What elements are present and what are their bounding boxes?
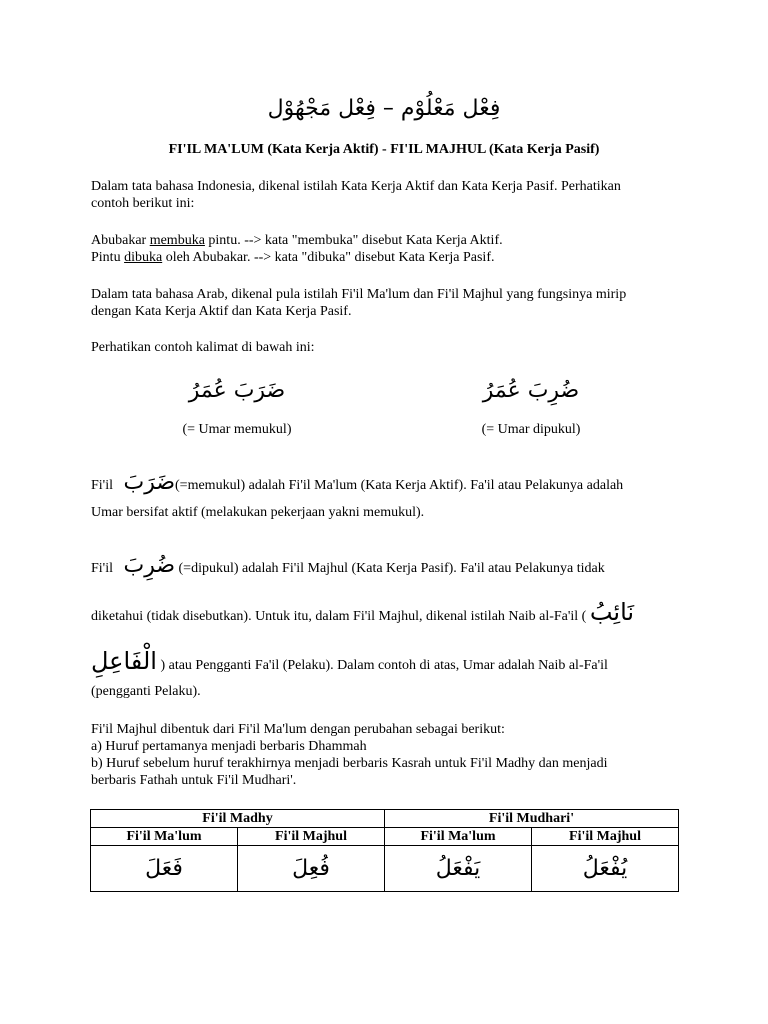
passive-example-translation: (= Umar dipukul): [481, 422, 581, 437]
cell-madhy-malum: فَعَلَ: [91, 846, 238, 892]
rules-intro: Fi'il Majhul dibentuk dari Fi'il Ma'lum dengan perubahan sebagai berikut:: [91, 722, 505, 737]
active-example-arabic: ضَرَبَ عُمَرُ: [188, 378, 286, 403]
active-explanation-line-1: Fi'il ضَرَبَ(=memukul) adalah Fi'il Ma'lum (Kata Kerja Aktif). Fa'il atau Pelakunya adalah: [91, 470, 624, 495]
group-header-madhy: Fi'il Madhy: [91, 810, 385, 828]
rules-paragraph: [91, 721, 691, 789]
intro-line-2: contoh berikut ini:: [91, 196, 195, 211]
example-sentence-1: Abubakar membuka pintu. --> kata "membuka" disebut Kata Kerja Aktif.: [91, 233, 503, 248]
example-sentence-2: Pintu dibuka oleh Abubakar. --> kata "dibuka" disebut Kata Kerja Pasif.: [91, 250, 495, 265]
arabic-intro-line-1: Dalam tata bahasa Arab, dikenal pula istilah Fi'il Ma'lum dan Fi'il Majhul yang fungsinya mirip: [91, 287, 627, 302]
arabic-word-duriba: ضُرِبَ: [123, 553, 176, 578]
passive-explanation-line-4: (pengganti Pelaku).: [91, 684, 201, 699]
arabic-intro-paragraph: [91, 286, 691, 320]
column-header-mudhari-majhul: Fi'il Majhul: [532, 828, 679, 846]
group-header-mudhari: Fi'il Mudhari': [385, 810, 679, 828]
arabic-word-al-fail: الْفَاعِلِ: [91, 647, 157, 675]
rule-b-line-2: berbaris Fathah untuk Fi'il Mudhari'.: [91, 773, 297, 788]
cell-mudhari-majhul: يُفْعَلُ: [532, 846, 679, 892]
rule-a: a) Huruf pertamanya menjadi berbaris Dhammah: [91, 739, 367, 754]
active-example-translation: (= Umar memukul): [182, 422, 292, 437]
passive-example-arabic: ضُرِبَ عُمَرُ: [482, 378, 580, 403]
passive-explanation-line-3: الْفَاعِلِ ) atau Pengganti Fa'il (Pelaku). Dalam contoh di atas, Umar adalah Naib al-Fa'il: [91, 647, 608, 675]
underlined-word-membuka: membuka: [149, 233, 205, 248]
cell-madhy-majhul: فُعِلَ: [238, 846, 385, 892]
indonesian-example: [91, 232, 691, 266]
rule-b-line-1: b) Huruf sebelum huruf terakhirnya menjadi berbaris Kasrah untuk Fi'il Madhy dan menjadi: [91, 756, 608, 771]
underlined-word-dibuka: dibuka: [124, 250, 163, 265]
passive-explanation-line-2: diketahui (tidak disebutkan). Untuk itu, dalam Fi'il Majhul, dikenal istilah Naib al-Fa'il ( نَائِبُ: [91, 598, 635, 626]
column-header-mudhari-malum: Fi'il Ma'lum: [385, 828, 532, 846]
arabic-word-daraba: ضَرَبَ: [123, 470, 176, 495]
table-group-header-row: [91, 810, 679, 828]
title-arabic: فِعْل مَعْلُوْم – فِعْل مَجْهُوْل: [267, 96, 501, 121]
passive-explanation-line-1: Fi'il ضُرِبَ (=dipukul) adalah Fi'il Majhul (Kata Kerja Pasif). Fa'il atau Pelakunya tidak: [91, 553, 605, 578]
arabic-intro-line-2: dengan Kata Kerja Aktif dan Kata Kerja Pasif.: [91, 304, 352, 319]
look-example-text: Perhatikan contoh kalimat di bawah ini:: [91, 340, 315, 355]
active-explanation-line-2: Umar bersifat aktif (melakukan pekerjaan yakni memukul).: [91, 505, 425, 520]
column-header-madhy-majhul: Fi'il Majhul: [238, 828, 385, 846]
column-header-madhy-malum: Fi'il Ma'lum: [91, 828, 238, 846]
table-column-header-row: [91, 828, 679, 846]
intro-line-1: Dalam tata bahasa Indonesia, dikenal istilah Kata Kerja Aktif dan Kata Kerja Pasif. Perhatikan: [91, 179, 621, 194]
table-row: [91, 846, 679, 892]
intro-paragraph: [91, 178, 691, 212]
arabic-word-naib: نَائِبُ: [589, 598, 635, 626]
cell-mudhari-malum: يَفْعَلُ: [385, 846, 532, 892]
conjugation-table: [90, 809, 679, 892]
page-subtitle: FI'IL MA'LUM (Kata Kerja Aktif) - FI'IL MAJHUL (Kata Kerja Pasif): [168, 142, 600, 157]
